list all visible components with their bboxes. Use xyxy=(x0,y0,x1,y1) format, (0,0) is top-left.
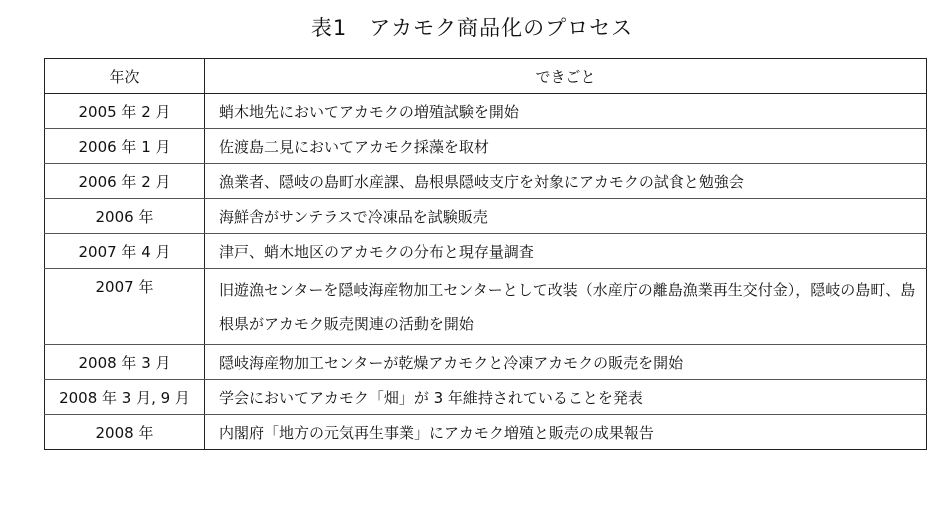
year-cell: 2008 年 3 月, 9 月 xyxy=(45,380,205,415)
event-cell: 学会においてアカモク「畑」が 3 年維持されていることを発表 xyxy=(205,380,927,415)
event-cell: 隠岐海産物加工センターが乾燥アカモクと冷凍アカモクの販売を開始 xyxy=(205,345,927,380)
table-row xyxy=(45,345,927,380)
year-cell: 2007 年 4 月 xyxy=(45,234,205,269)
table-row xyxy=(45,234,927,269)
event-cell: 内閣府「地方の元気再生事業」にアカモク増殖と販売の成果報告 xyxy=(205,415,927,450)
event-cell: 海鮮舎がサンテラスで冷凍品を試験販売 xyxy=(205,199,927,234)
table-row xyxy=(45,269,927,345)
table-header-row xyxy=(45,59,927,94)
event-cell: 蛸木地先においてアカモクの増殖試験を開始 xyxy=(205,94,927,129)
year-cell: 2006 年 1 月 xyxy=(45,129,205,164)
process-table xyxy=(44,58,927,450)
column-header-event: できごと xyxy=(205,59,927,94)
table-row xyxy=(45,129,927,164)
year-cell: 2008 年 3 月 xyxy=(45,345,205,380)
table-row xyxy=(45,94,927,129)
table-row xyxy=(45,415,927,450)
year-cell: 2006 年 2 月 xyxy=(45,164,205,199)
table-row xyxy=(45,380,927,415)
year-cell: 2006 年 xyxy=(45,199,205,234)
year-cell: 2005 年 2 月 xyxy=(45,94,205,129)
event-cell: 津戸、蛸木地区のアカモクの分布と現存量調査 xyxy=(205,234,927,269)
event-cell: 旧遊漁センターを隠岐海産物加工センターとして改装（水産庁の離島漁業再生交付金），隠岐の島町、島根県がアカモク販売関連の活動を開始 xyxy=(205,269,927,345)
event-cell: 佐渡島二見においてアカモク採藻を取材 xyxy=(205,129,927,164)
table-row xyxy=(45,164,927,199)
table-caption: 表1 アカモク商品化のプロセス xyxy=(310,16,634,40)
table-row xyxy=(45,199,927,234)
year-cell: 2007 年 xyxy=(45,269,205,345)
column-header-year: 年次 xyxy=(45,59,205,94)
year-cell: 2008 年 xyxy=(45,415,205,450)
event-cell: 漁業者、隠岐の島町水産課、島根県隠岐支庁を対象にアカモクの試食と勉強会 xyxy=(205,164,927,199)
